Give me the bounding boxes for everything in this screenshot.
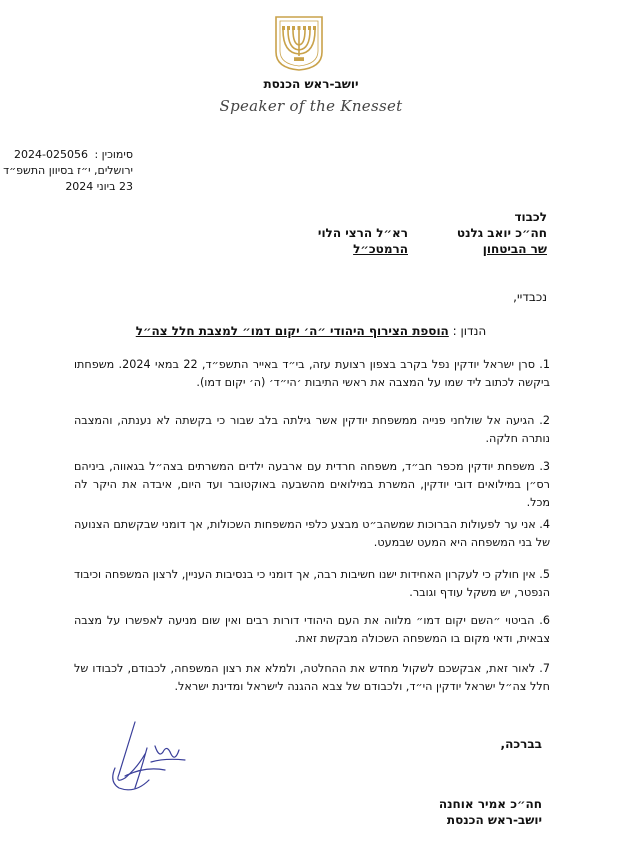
date-gregorian: 23 ביוני 2024	[65, 180, 133, 193]
menorah-emblem-icon	[272, 14, 326, 72]
date-hebrew: ירושלים, י״ז בסיוון התשפ״ד	[3, 164, 133, 177]
subject-text: הוספת הצירוף היהודי ״ה׳ יקום דמו״ למצבת חלל צה״ל	[135, 324, 449, 338]
paragraph-3: 3. משפחת יודקין מכפר חב״ד, משפחה חרדית עם ארבעה ילדים המשרתים בצה״ל בגאווה, ביניהם רס״ן במילואים דובי יודקין, המשרת במילואים מהשבעה באוקטובר ועד היום, איבדה את היקר לה מכל.	[74, 460, 550, 509]
recipient-1-title: שר הביטחון	[482, 242, 547, 256]
subject-line	[0, 324, 622, 338]
closing: בברכה,	[500, 737, 542, 751]
recipient-1-name: חה״כ יואב גלנט	[456, 226, 547, 240]
signer-name: חה״כ אמיר אוחנה	[438, 797, 542, 811]
recipient-2-title: הרמטכ״ל	[353, 242, 408, 256]
reference-label: סימוכין :	[94, 148, 133, 161]
paragraph-1: 1. סרן ישראל יודקין נפל בקרב בצפון רצועת עזה, בי״ד באייר התשפ״ד, 22 במאי 2024. משפחתו ביקשה לכתוב ליד שמו על המצבה את ראשי התיבות ׳הי״ד׳ (ה׳ יקום דמו).	[74, 358, 550, 389]
handwritten-signature	[105, 718, 197, 796]
paragraph-4: 4. אני ער לפעולות הברוכות שמשהב״ט מבצע כלפי המשפחות השכולות, אך דומני שבקשתם הצנועה של בני המשפחה היא המעט שבמעט.	[74, 518, 550, 549]
reference-number: 2024-025056	[13, 148, 88, 161]
office-title-hebrew: יושב-ראש הכנסת	[263, 77, 359, 91]
salutation: נכבדיי,	[513, 290, 547, 304]
recipients-heading: לכבוד	[514, 210, 547, 224]
paragraph-6: 6. הביטוי ״השם יקום דמו״ מלווה את העם היהודי דורות רבים ואין שום מניעה לאפשרו על מצבה צבאית, ודאי מקום בו המשפחה השכולה מבקשת זאת.	[74, 614, 550, 645]
paragraph-2: 2. הגיעה אל שולחני פנייה ממשפחת יודקין אשר גילתה בלב שבור כי בקשתה לא נענתה, והמצבה נותרה חלקה.	[74, 414, 550, 445]
paragraph-5: 5. אין חולק כי לעקרון האחידות ישנו חשיבות רבה, אך דומני כי בנסיבות העניין, לרצון המשפחה וכיבוד הנפטר, יש משקל עודף וגובר.	[74, 568, 550, 599]
reference-line	[14, 148, 133, 161]
office-title-english: Speaker of the Knesset	[219, 97, 403, 115]
signer-title: יושב-ראש הכנסת	[446, 813, 542, 827]
paragraph-7: 7. לאור זאת, אבקשכם לשקול מחדש את ההחלטה, ולמלא את רצון המשפחה, לכבודם, לכבודו של חלל צה״ל ישראל יודקין הי״ד, ולכבודם של צבא ההגנה לישראל ומדינת ישראל.	[74, 662, 550, 693]
subject-label: הנדון :	[452, 324, 487, 338]
recipient-2-name: רא״ל הרצי הלוי	[317, 226, 408, 240]
